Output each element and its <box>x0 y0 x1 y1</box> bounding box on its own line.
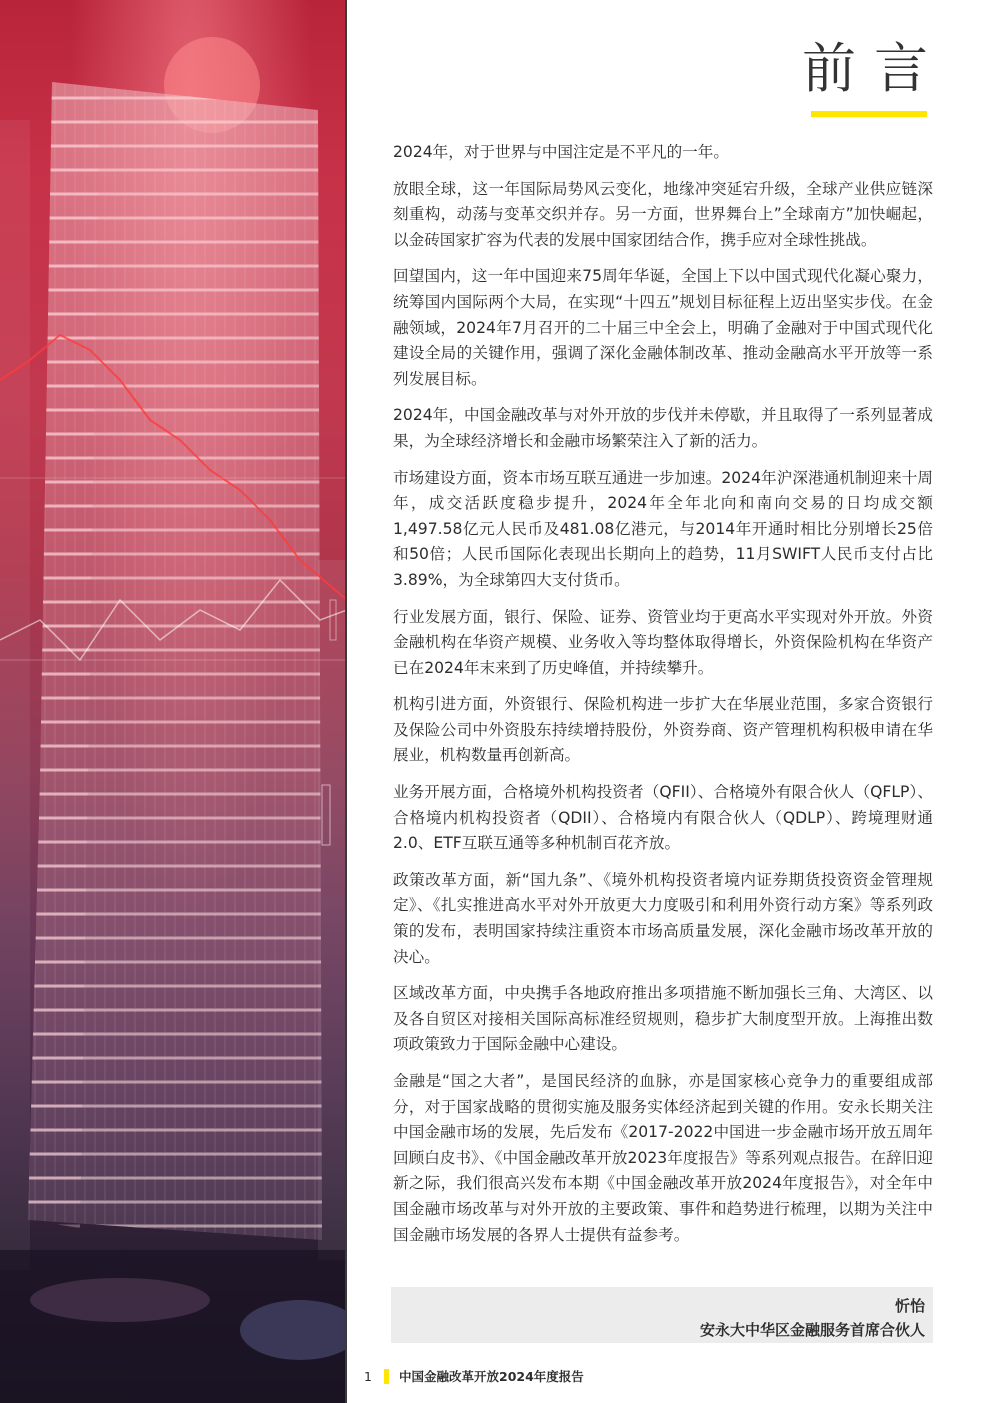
footer-report-title: 中国金融改革开放2024年度报告 <box>399 1369 584 1384</box>
page-number: 1 <box>364 1368 372 1384</box>
paragraph: 业务开展方面，合格境外机构投资者（QFII）、合格境外有限合伙人（QFLP）、合格境内机构投资者（QDII）、合格境内有限合伙人（QDLP）、跨境理财通2.0、ETF互联互通等多种机制百花齐放。 <box>393 783 933 853</box>
paragraph: 市场建设方面，资本市场互联互通进一步加速。2024年沪深港通机制迎来十周年，成交活跃度稳步提升，2024年全年北向和南向交易的日均成交额1,497.58亿元人民币及481.08亿港元，与2014年开通时相比分别增长25倍和50倍；人民币国际化表现出长期向上的趋势，11月SWIFT人民币支付占比3.89%，为全球第四大支付货币。 <box>393 468 933 589</box>
skyscraper-illustration <box>0 0 347 1403</box>
foreword-body <box>393 140 933 1259</box>
panel-edge <box>345 0 347 1403</box>
paragraph: 2024年，中国金融改革与对外开放的步伐并未停歇，并且取得了一系列显著成果，为全球经济增长和金融市场繁荣注入了新的活力。 <box>393 406 933 450</box>
paragraph: 金融是“国之大者”，是国民经济的血脉，亦是国家核心竞争力的重要组成部分，对于国家战略的贯彻实施及服务实体经济起到关键的作用。安永长期关注中国金融市场的发展，先后发布《2017-2022中国进一步金融市场开放五周年回顾白皮书》、《中国金融改革开放2023年度报告》等系列观点报告。在辞旧迎新之际，我们很高兴发布本期《中国金融改革开放2024年度报告》，对全年中国金融市场改革与对外开放的主要政策、事件和趋势进行梳理，以期为关注中国金融市场发展的各界人士提供有益参考。 <box>393 1072 933 1244</box>
footer-accent-bar <box>384 1369 389 1384</box>
heading-container <box>802 36 946 102</box>
page-footer <box>360 1366 584 1386</box>
signatory-name: 忻怡 <box>894 1297 925 1315</box>
paragraph: 2024年，对于世界与中国注定是不平凡的一年。 <box>393 143 729 161</box>
cover-photo <box>0 0 347 1403</box>
paragraph: 政策改革方面，新“国九条”、《境外机构投资者境内证券期货投资资金管理规定》、《扎实推进高水平对外开放更大力度吸引和利用外资行动方案》等系列政策的发布，表明国家持续注重资本市场高质量发展，深化金融市场改革开放的决心。 <box>393 870 933 966</box>
signature-box <box>391 1287 933 1343</box>
paragraph: 行业发展方面，银行、保险、证券、资管业均于更高水平实现对外开放。外资金融机构在华资产规模、业务收入等均整体取得增长，外资保险机构在华资产已在2024年末来到了历史峰值，并持续攀升。 <box>393 607 933 677</box>
page-heading: 前言 <box>802 37 946 100</box>
signatory-title: 安永大中华区金融服务首席合伙人 <box>699 1321 925 1339</box>
paragraph: 机构引进方面，外资银行、保险机构进一步扩大在华展业范围，多家合资银行及保险公司中外资股东持续增持股份，外资券商、资产管理机构积极申请在华展业，机构数量再创新高。 <box>393 695 933 765</box>
heading-underline <box>811 111 927 117</box>
paragraph: 区域改革方面，中央携手各地政府推出多项措施不断加强长三角、大湾区、以及各自贸区对接相关国际高标准经贸规则，稳步扩大制度型开放。上海推出数项政策致力于国际金融中心建设。 <box>393 984 933 1054</box>
paragraph: 回望国内，这一年中国迎来75周年华诞，全国上下以中国式现代化凝心聚力，统筹国内国际两个大局，在实现“十四五”规划目标征程上迈出坚实步伐。在金融领域，2024年7月召开的二十届三中全会上，明确了金融对于中国式现代化建设全局的关键作用，强调了深化金融体制改革、推动金融高水平开放等一系列发展目标。 <box>393 267 933 388</box>
paragraph: 放眼全球，这一年国际局势风云变化，地缘冲突延宕升级，全球产业供应链深刻重构，动荡与变革交织并存。另一方面，世界舞台上”全球南方”加快崛起，以金砖国家扩容为代表的发展中国家团结合作，携手应对全球性挑战。 <box>393 179 933 249</box>
